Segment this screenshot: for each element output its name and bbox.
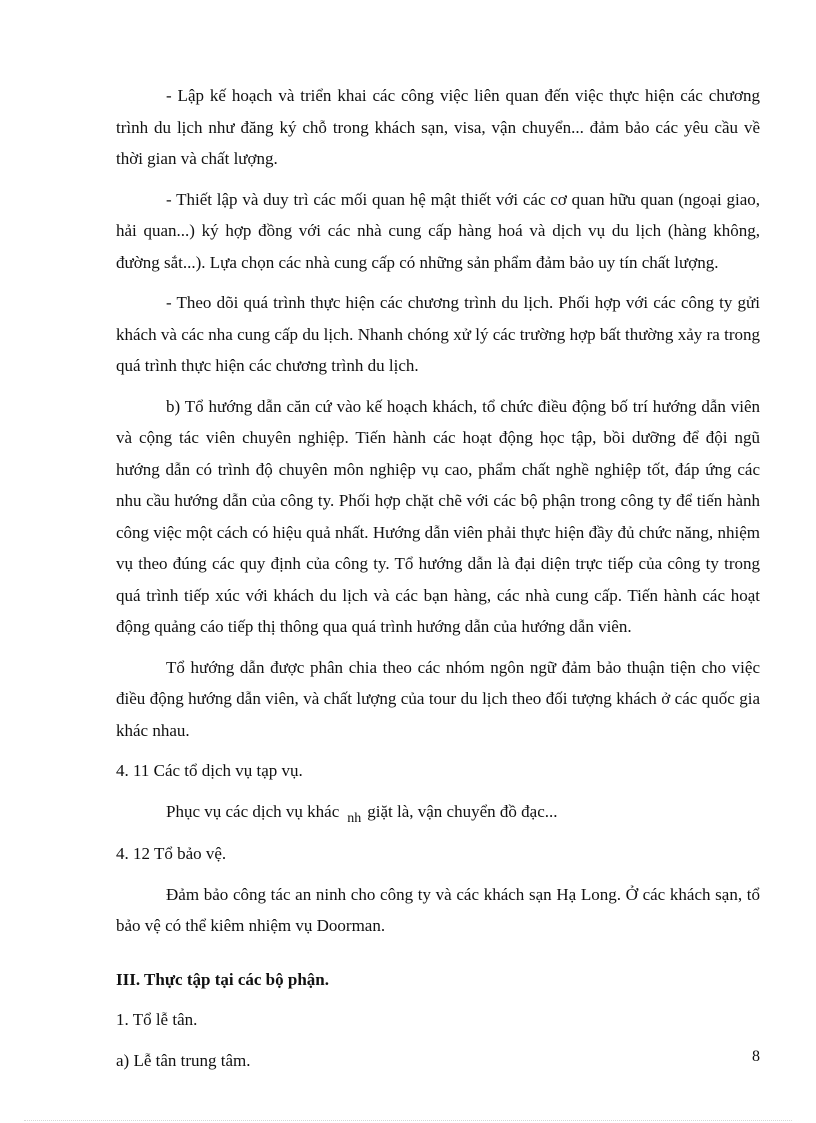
section-heading-III: III. Thực tập tại các bộ phận. <box>116 969 329 989</box>
text-4-11-before: Phục vụ các dịch vụ khác <box>166 801 340 821</box>
paragraph-guide-team: b) Tổ hướng dẫn căn cứ vào kế hoạch khách, tổ chức điều động bố trí hướng dẫn viên và cộng tác viên chuyên nghiệp. Tiến hành các hoạt động học tập, bồi dưỡng để đội ngũ hướng dẫn có trình độ chuyên môn nghiệp vụ cao, phẩm chất nghề nghiệp tốt, đáp ứng các nhu cầu hướng dẫn của công ty. Phối hợp chặt chẽ với các bộ phận trong công ty để tiến hành công việc một cách có hiệu quả nhất. Hướng dẫn viên phải thực hiện đầy đủ chức năng, nhiệm vụ theo đúng các quy định của công ty. Tổ hướng dẫn là đại diện trực tiếp của công ty trong quá trình tiếp xúc với khách du lịch và các bạn hàng, các nhà cung cấp. Tiến hành các hoạt động quảng cáo tiếp thị thông qua quá trình hướng dẫn của hướng dẫn viên. <box>116 396 760 636</box>
paragraph-language-groups: Tổ hướng dẫn được phân chia theo các nhóm ngôn ngữ đảm bảo thuận tiện cho việc điều động hướng dẫn viên, và chất lượng của tour du lịch theo đối tượng khách ở các quốc gia khác nhau. <box>116 657 760 740</box>
list-item-1: 1. Tổ lễ tân. <box>116 1010 198 1029</box>
page-content <box>116 80 760 1085</box>
page-number: 8 <box>752 1048 760 1065</box>
paragraph-4-12: Đảm bảo công tác an ninh cho công ty và các khách sạn Hạ Long. Ở các khách sạn, tổ bảo vệ có thể kiêm nhiệm vụ Doorman. <box>116 884 760 935</box>
paragraph-monitoring: - Theo dõi quá trình thực hiện các chương trình du lịch. Phối hợp với các công ty gửi khách và các nha cung cấp du lịch. Nhanh chóng xử lý các trường hợp bất thường xảy ra trong quá trình thực hiện các chương trình du lịch. <box>116 293 760 375</box>
page-bottom-divider <box>24 1120 792 1121</box>
text-4-11-sub: nh <box>347 810 362 826</box>
text-4-11-after: giặt là, vận chuyển đồ đạc... <box>367 801 558 821</box>
paragraph-relations: - Thiết lập và duy trì các mối quan hệ mật thiết với các cơ quan hữu quan (ngoại giao, hải quan...) ký hợp đồng với các nhà cung cấp hàng hoá và dịch vụ du lịch (hàng không, đường sắt...). Lựa chọn các nhà cung cấp có những sản phẩm đảm bảo uy tín chất lượng. <box>116 189 760 272</box>
section-heading-4-11: 4. 11 Các tổ dịch vụ tạp vụ. <box>116 761 303 780</box>
section-heading-4-12: 4. 12 Tổ bảo vệ. <box>116 844 227 863</box>
paragraph-4-11 <box>116 796 760 830</box>
paragraph-planning: - Lập kế hoạch và triển khai các công việc liên quan đến việc thực hiện các chương trình du lịch như đăng ký chỗ trong khách sạn, visa, vận chuyển... đảm bảo các yêu cầu về thời gian và chất lượng. <box>116 86 760 168</box>
list-item-a: a) Lễ tân trung tâm. <box>116 1050 251 1070</box>
